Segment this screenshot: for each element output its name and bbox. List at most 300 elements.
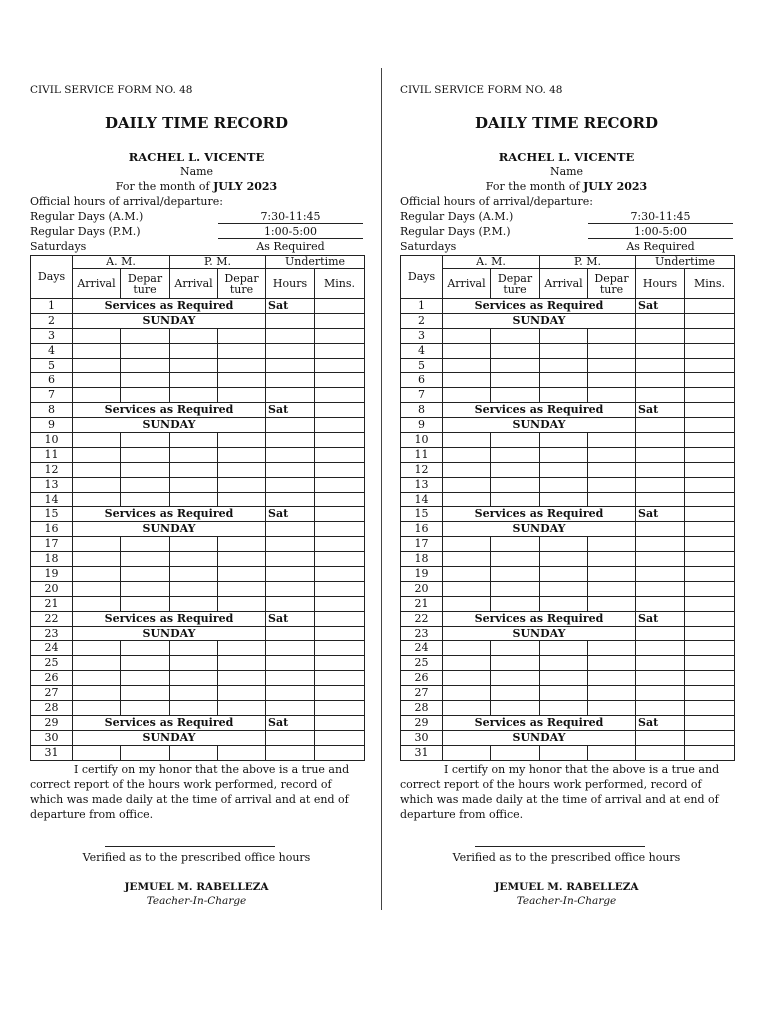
am-arrival-cell (443, 581, 491, 596)
pm-departure-cell (588, 343, 636, 358)
mins-cell (685, 686, 735, 701)
am-arrival-cell (73, 447, 121, 462)
table-row (31, 477, 365, 492)
pm-departure-cell (588, 581, 636, 596)
am-departure-cell (491, 462, 540, 477)
table-row (31, 433, 365, 448)
pm-departure-cell (588, 567, 636, 582)
pm-departure-cell (588, 641, 636, 656)
am-arrival-cell (73, 701, 121, 716)
hours-cell (636, 418, 685, 433)
mins-cell (685, 641, 735, 656)
mins-cell (685, 373, 735, 388)
table-row (401, 641, 735, 656)
day-number: 20 (401, 581, 443, 596)
hours-cell (636, 373, 685, 388)
pm-departure-header: Depar ture (218, 269, 266, 299)
sunday-note: SUNDAY (73, 626, 266, 641)
saturday-mark: Sat (266, 403, 315, 418)
mins-cell (315, 745, 365, 760)
hours-cell (636, 343, 685, 358)
employee-name: RACHEL L. VICENTE (128, 150, 265, 164)
table-row (31, 343, 365, 358)
pm-arrival-cell (540, 581, 588, 596)
table-row (31, 745, 365, 760)
day-number: 14 (31, 492, 73, 507)
pm-arrival-cell (540, 745, 588, 760)
mins-cell (685, 581, 735, 596)
table-row (401, 567, 735, 582)
day-number: 31 (31, 745, 73, 760)
month-line (30, 180, 363, 193)
table-row (401, 492, 735, 507)
table-row (401, 522, 735, 537)
saturday-note: Services as Required (73, 403, 266, 418)
name-label: Name (549, 165, 584, 178)
am-arrival-cell (73, 358, 121, 373)
table-row (31, 358, 365, 373)
table-row (31, 596, 365, 611)
am-arrival-cell (73, 537, 121, 552)
day-number: 19 (31, 567, 73, 582)
sunday-note: SUNDAY (73, 313, 266, 328)
saturdays-row (30, 240, 363, 254)
saturday-mark: Sat (636, 299, 685, 314)
table-row (31, 388, 365, 403)
regular-pm-label: Regular Days (P.M.) (400, 225, 511, 238)
hours-cell (266, 447, 315, 462)
mins-cell (315, 403, 365, 418)
pm-departure-cell (218, 537, 266, 552)
pm-departure-cell (218, 686, 266, 701)
pm-departure-cell (588, 745, 636, 760)
time-record-table (30, 255, 365, 761)
hours-header: Hours (266, 269, 315, 299)
day-number: 26 (31, 671, 73, 686)
am-departure-cell (491, 537, 540, 552)
am-arrival-cell (443, 328, 491, 343)
hours-cell (266, 373, 315, 388)
day-number: 13 (31, 477, 73, 492)
day-number: 14 (401, 492, 443, 507)
supervisor-title: Teacher-In-Charge (516, 895, 617, 907)
pm-departure-cell (588, 388, 636, 403)
table-row (401, 373, 735, 388)
pm-departure-cell (218, 328, 266, 343)
hours-cell (266, 418, 315, 433)
mins-cell (685, 433, 735, 448)
am-arrival-cell (443, 492, 491, 507)
day-number: 17 (31, 537, 73, 552)
table-row (31, 581, 365, 596)
day-number: 12 (31, 462, 73, 477)
am-arrival-cell (73, 656, 121, 671)
am-departure-cell (491, 745, 540, 760)
month-value: JULY 2023 (583, 180, 648, 193)
saturday-note: Services as Required (443, 403, 636, 418)
am-arrival-cell (443, 537, 491, 552)
day-number: 2 (401, 313, 443, 328)
am-departure-cell (491, 492, 540, 507)
am-arrival-cell (73, 343, 121, 358)
month-prefix: For the month of (115, 180, 210, 193)
pm-arrival-cell (540, 552, 588, 567)
mins-cell (685, 537, 735, 552)
hours-cell (636, 537, 685, 552)
pm-arrival-cell (170, 567, 218, 582)
supervisor-title: Teacher-In-Charge (146, 895, 247, 907)
saturday-note: Services as Required (73, 507, 266, 522)
mins-cell (315, 611, 365, 626)
time-record-table (400, 255, 735, 761)
regular-am-value: 7:30-11:45 (218, 210, 363, 224)
am-arrival-cell (443, 358, 491, 373)
saturday-mark: Sat (266, 507, 315, 522)
hours-cell (266, 641, 315, 656)
regular-am-value: 7:30-11:45 (588, 210, 733, 224)
hours-cell (636, 671, 685, 686)
pm-departure-cell (218, 701, 266, 716)
form-number: CIVIL SERVICE FORM NO. 48 (400, 84, 563, 96)
hours-cell (266, 686, 315, 701)
month-prefix: For the month of (485, 180, 580, 193)
am-departure-cell (121, 567, 170, 582)
table-row (31, 447, 365, 462)
hours-cell (266, 701, 315, 716)
mins-header: Mins. (685, 269, 735, 299)
pm-arrival-cell (540, 641, 588, 656)
am-arrival-cell (73, 373, 121, 388)
mins-cell (315, 581, 365, 596)
table-row (31, 641, 365, 656)
day-number: 24 (31, 641, 73, 656)
table-row (401, 447, 735, 462)
day-number: 5 (31, 358, 73, 373)
table-row (401, 418, 735, 433)
day-number: 22 (401, 611, 443, 626)
saturday-mark: Sat (636, 507, 685, 522)
hours-cell (636, 596, 685, 611)
table-row (31, 671, 365, 686)
pm-departure-cell (588, 701, 636, 716)
table-row (31, 522, 365, 537)
day-number: 9 (31, 418, 73, 433)
pm-arrival-cell (170, 671, 218, 686)
table-row (401, 730, 735, 745)
hours-cell (266, 745, 315, 760)
form-title: DAILY TIME RECORD (105, 114, 288, 132)
am-departure-cell (491, 328, 540, 343)
am-arrival-cell (443, 596, 491, 611)
table-row (31, 328, 365, 343)
am-arrival-cell (73, 328, 121, 343)
pm-departure-cell (218, 343, 266, 358)
regular-pm-row (30, 225, 363, 239)
mins-cell (685, 358, 735, 373)
day-number: 9 (401, 418, 443, 433)
table-row (401, 507, 735, 522)
hours-cell (636, 686, 685, 701)
day-number: 1 (401, 299, 443, 314)
pm-departure-cell (218, 671, 266, 686)
pm-departure-cell (218, 358, 266, 373)
pm-departure-cell (588, 596, 636, 611)
saturday-note: Services as Required (443, 611, 636, 626)
am-arrival-cell (73, 596, 121, 611)
am-departure-cell (121, 596, 170, 611)
am-departure-cell (491, 552, 540, 567)
pm-arrival-header: Arrival (540, 269, 588, 299)
day-number: 25 (31, 656, 73, 671)
pm-arrival-cell (540, 671, 588, 686)
day-number: 25 (401, 656, 443, 671)
table-body (401, 256, 735, 761)
saturdays-label: Saturdays (30, 240, 87, 253)
regular-pm-value: 1:00-5:00 (218, 225, 363, 239)
am-arrival-cell (443, 567, 491, 582)
regular-am-label: Regular Days (A.M.) (30, 210, 144, 223)
pm-arrival-cell (170, 462, 218, 477)
pm-departure-cell (218, 596, 266, 611)
pm-arrival-cell (540, 477, 588, 492)
pm-departure-cell (588, 537, 636, 552)
am-departure-cell (121, 343, 170, 358)
hours-cell (636, 313, 685, 328)
pm-arrival-header: Arrival (170, 269, 218, 299)
month-value: JULY 2023 (213, 180, 278, 193)
hours-cell (636, 641, 685, 656)
table-row (401, 552, 735, 567)
table-row (31, 626, 365, 641)
am-arrival-cell (73, 552, 121, 567)
sunday-note: SUNDAY (73, 730, 266, 745)
mins-cell (315, 343, 365, 358)
mins-cell (315, 567, 365, 582)
mins-cell (685, 447, 735, 462)
pm-departure-cell (588, 686, 636, 701)
regular-pm-label: Regular Days (P.M.) (30, 225, 141, 238)
pm-arrival-cell (170, 596, 218, 611)
am-arrival-cell (73, 492, 121, 507)
verified-text: Verified as to the prescribed office hours (82, 851, 311, 864)
sunday-note: SUNDAY (443, 626, 636, 641)
pm-arrival-cell (170, 641, 218, 656)
pm-arrival-cell (540, 686, 588, 701)
pm-arrival-cell (170, 447, 218, 462)
pm-arrival-cell (540, 462, 588, 477)
table-row (31, 403, 365, 418)
sunday-note: SUNDAY (443, 418, 636, 433)
am-departure-cell (491, 641, 540, 656)
day-number: 23 (31, 626, 73, 641)
am-arrival-cell (443, 447, 491, 462)
pm-departure-cell (218, 477, 266, 492)
day-number: 17 (401, 537, 443, 552)
pm-arrival-cell (170, 656, 218, 671)
official-hours-label: Official hours of arrival/departure: (30, 195, 223, 208)
pm-departure-header: Depar ture (588, 269, 636, 299)
am-arrival-cell (443, 686, 491, 701)
day-number: 26 (401, 671, 443, 686)
am-departure-header: Depar ture (491, 269, 540, 299)
mins-cell (685, 567, 735, 582)
day-number: 30 (31, 730, 73, 745)
saturday-note: Services as Required (73, 299, 266, 314)
supervisor-name: JEMUEL M. RABELLEZA (124, 881, 269, 893)
am-arrival-cell (443, 745, 491, 760)
am-arrival-cell (443, 388, 491, 403)
day-number: 7 (401, 388, 443, 403)
day-number: 4 (31, 343, 73, 358)
days-header: Days (401, 256, 443, 299)
day-number: 19 (401, 567, 443, 582)
mins-cell (685, 745, 735, 760)
pm-departure-cell (588, 462, 636, 477)
mins-cell (685, 507, 735, 522)
table-row (401, 611, 735, 626)
hours-header: Hours (636, 269, 685, 299)
saturday-note: Services as Required (443, 507, 636, 522)
day-number: 1 (31, 299, 73, 314)
table-row (31, 373, 365, 388)
mins-cell (315, 715, 365, 730)
saturday-mark: Sat (636, 611, 685, 626)
pm-departure-cell (218, 462, 266, 477)
table-row (31, 686, 365, 701)
am-departure-cell (491, 343, 540, 358)
day-number: 28 (31, 701, 73, 716)
day-number: 15 (401, 507, 443, 522)
table-row (401, 403, 735, 418)
mins-cell (315, 433, 365, 448)
hours-cell (636, 462, 685, 477)
mins-cell (685, 492, 735, 507)
am-departure-cell (121, 477, 170, 492)
mins-cell (315, 671, 365, 686)
sunday-note: SUNDAY (73, 522, 266, 537)
am-departure-cell (121, 447, 170, 462)
day-number: 3 (401, 328, 443, 343)
pm-departure-cell (588, 358, 636, 373)
pm-departure-cell (218, 581, 266, 596)
day-number: 29 (401, 715, 443, 730)
hours-cell (636, 358, 685, 373)
am-departure-cell (491, 358, 540, 373)
am-arrival-cell (443, 462, 491, 477)
am-arrival-cell (443, 343, 491, 358)
hours-cell (636, 626, 685, 641)
pm-arrival-cell (170, 581, 218, 596)
day-number: 16 (401, 522, 443, 537)
regular-am-label: Regular Days (A.M.) (400, 210, 514, 223)
mins-cell (685, 552, 735, 567)
sunday-note: SUNDAY (443, 730, 636, 745)
mins-cell (685, 477, 735, 492)
hours-cell (636, 388, 685, 403)
mins-cell (685, 656, 735, 671)
pm-arrival-cell (170, 388, 218, 403)
mins-cell (315, 522, 365, 537)
saturdays-label: Saturdays (400, 240, 457, 253)
day-number: 21 (401, 596, 443, 611)
pm-departure-cell (588, 373, 636, 388)
am-arrival-cell (73, 581, 121, 596)
am-departure-cell (121, 656, 170, 671)
mins-cell (685, 730, 735, 745)
pm-arrival-cell (170, 433, 218, 448)
pm-arrival-cell (540, 433, 588, 448)
saturday-mark: Sat (636, 403, 685, 418)
pm-arrival-cell (170, 343, 218, 358)
pm-departure-cell (588, 447, 636, 462)
am-departure-cell (121, 537, 170, 552)
am-arrival-cell (443, 373, 491, 388)
form-title: DAILY TIME RECORD (475, 114, 658, 132)
table-row (31, 492, 365, 507)
mins-cell (685, 388, 735, 403)
am-arrival-cell (443, 701, 491, 716)
table-row (401, 313, 735, 328)
mins-header: Mins. (315, 269, 365, 299)
pm-arrival-cell (540, 701, 588, 716)
table-row (401, 477, 735, 492)
am-departure-cell (121, 433, 170, 448)
day-number: 21 (31, 596, 73, 611)
table-row (401, 358, 735, 373)
pm-arrival-cell (170, 358, 218, 373)
day-number: 6 (401, 373, 443, 388)
mins-cell (315, 537, 365, 552)
hours-cell (266, 656, 315, 671)
saturday-mark: Sat (636, 715, 685, 730)
am-departure-cell (491, 373, 540, 388)
pm-departure-cell (218, 373, 266, 388)
mins-cell (685, 522, 735, 537)
mins-cell (315, 358, 365, 373)
day-number: 8 (401, 403, 443, 418)
day-number: 24 (401, 641, 443, 656)
am-arrival-cell (73, 433, 121, 448)
table-row (401, 671, 735, 686)
am-departure-cell (121, 373, 170, 388)
pm-departure-cell (218, 388, 266, 403)
am-departure-header: Depar ture (121, 269, 170, 299)
mins-cell (315, 477, 365, 492)
pm-arrival-cell (540, 328, 588, 343)
pm-departure-cell (588, 552, 636, 567)
am-departure-cell (121, 686, 170, 701)
table-row (401, 626, 735, 641)
am-departure-cell (121, 745, 170, 760)
day-number: 30 (401, 730, 443, 745)
pm-departure-cell (588, 477, 636, 492)
mins-cell (315, 299, 365, 314)
mins-cell (315, 596, 365, 611)
undertime-header: Undertime (266, 256, 365, 269)
day-number: 31 (401, 745, 443, 760)
day-number: 12 (401, 462, 443, 477)
pm-departure-cell (218, 433, 266, 448)
hours-cell (266, 552, 315, 567)
hours-cell (266, 581, 315, 596)
regular-pm-value: 1:00-5:00 (588, 225, 733, 239)
hours-cell (636, 492, 685, 507)
am-arrival-cell (443, 671, 491, 686)
am-departure-cell (121, 581, 170, 596)
table-row (31, 418, 365, 433)
am-arrival-header: Arrival (73, 269, 121, 299)
supervisor-name: JEMUEL M. RABELLEZA (494, 881, 639, 893)
